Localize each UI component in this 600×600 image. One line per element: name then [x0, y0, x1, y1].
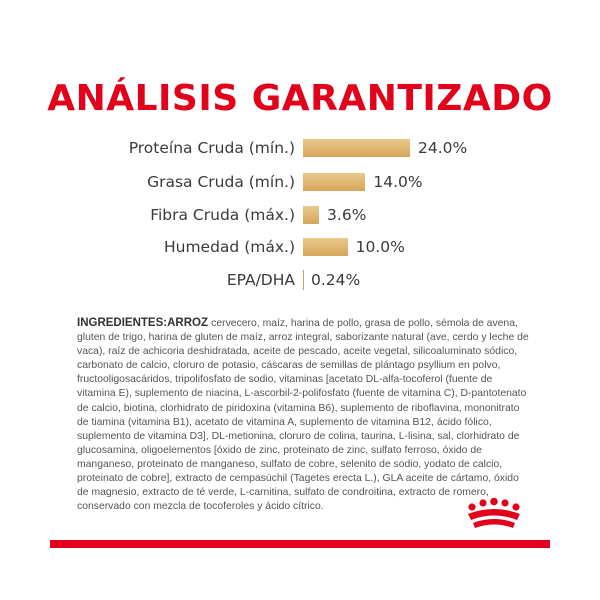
analysis-label: Humedad (máx.)	[163, 238, 295, 256]
analysis-label: EPA/DHA	[226, 271, 295, 289]
analysis-row-humedad	[0, 234, 600, 260]
analysis-value: 3.6%	[327, 206, 367, 224]
ingredients-heading: INGREDIENTES:ARROZ	[77, 317, 212, 329]
analysis-bar	[303, 238, 348, 256]
bottom-accent-line	[50, 540, 550, 548]
analysis-bar-minimal	[303, 270, 304, 290]
analysis-value: 14.0%	[373, 173, 423, 191]
royal-crown-logo-icon	[462, 498, 526, 532]
analysis-row-fibra	[0, 202, 600, 228]
analysis-row-grasa	[0, 169, 600, 195]
analysis-bar	[303, 173, 365, 191]
analysis-value: 0.24%	[311, 271, 361, 289]
analysis-label: Proteína Cruda (mín.)	[128, 139, 295, 157]
analysis-value: 10.0%	[355, 238, 405, 256]
analysis-label: Grasa Cruda (mín.)	[147, 173, 295, 191]
analysis-bar	[303, 139, 410, 157]
analysis-row-proteina	[0, 135, 600, 161]
analysis-row-epa-dha	[0, 267, 600, 293]
ingredients-text: cervecero, maíz, harina de pollo, grasa de pollo, sémola de avena, gluten de trigo, harina de gluten de maíz, arroz integral, saborizante natural (ave, cerdo y leche de vaca), raíz de achicoria deshidratada, aceite de pescado, aceite vegetal, silicoaluminato sódico, carbonato de calcio, cloruro de potasio, cáscaras de semillas de plántago psyllium en polvo, fructooligosacáridos, tripolifosfato de sodio, vitaminas [acetato DL-alfa-tocoferol (fuente de vitamina E), suplemento de niacina, L-ascorbil-2-polifosfato (fuente de vitamina C), D-pantotenato de calcio, biotina, clorhidrato de piridoxina (vitamina B6), suplemento de riboflavina, mononitrato de tiamina (vitamina B1), acetato de vitamina A, suplemento de vitamina B12, ácido fólico, suplemento de vitamina D3], DL-metionina, cloruro de colina, taurina, L-lisina, sal, clorhidrato de glucosamina, oligoelementos [óxido de zinc, proteinato de zinc, sulfato ferroso, óxido de manganeso, proteinato de manganeso, sulfato de cobre, selenito de sodio, yodato de calcio, proteinato de cobre], extracto de cempasúchil (Tagetes erecta L.), GLA aceite de cártamo, óxido de magnesio, extracto de té verde, L-carnitina, sulfato de condroitina, extracto de romero, conservado con mezcla de tocoferoles y ácido cítrico.	[77, 318, 529, 513]
page-title: ANÁLISIS GARANTIZADO	[47, 78, 553, 119]
analysis-value: 24.0%	[418, 139, 468, 157]
ingredients-block	[77, 316, 529, 514]
analysis-label: Fibra Cruda (máx.)	[150, 206, 295, 224]
analysis-bar	[303, 206, 319, 224]
